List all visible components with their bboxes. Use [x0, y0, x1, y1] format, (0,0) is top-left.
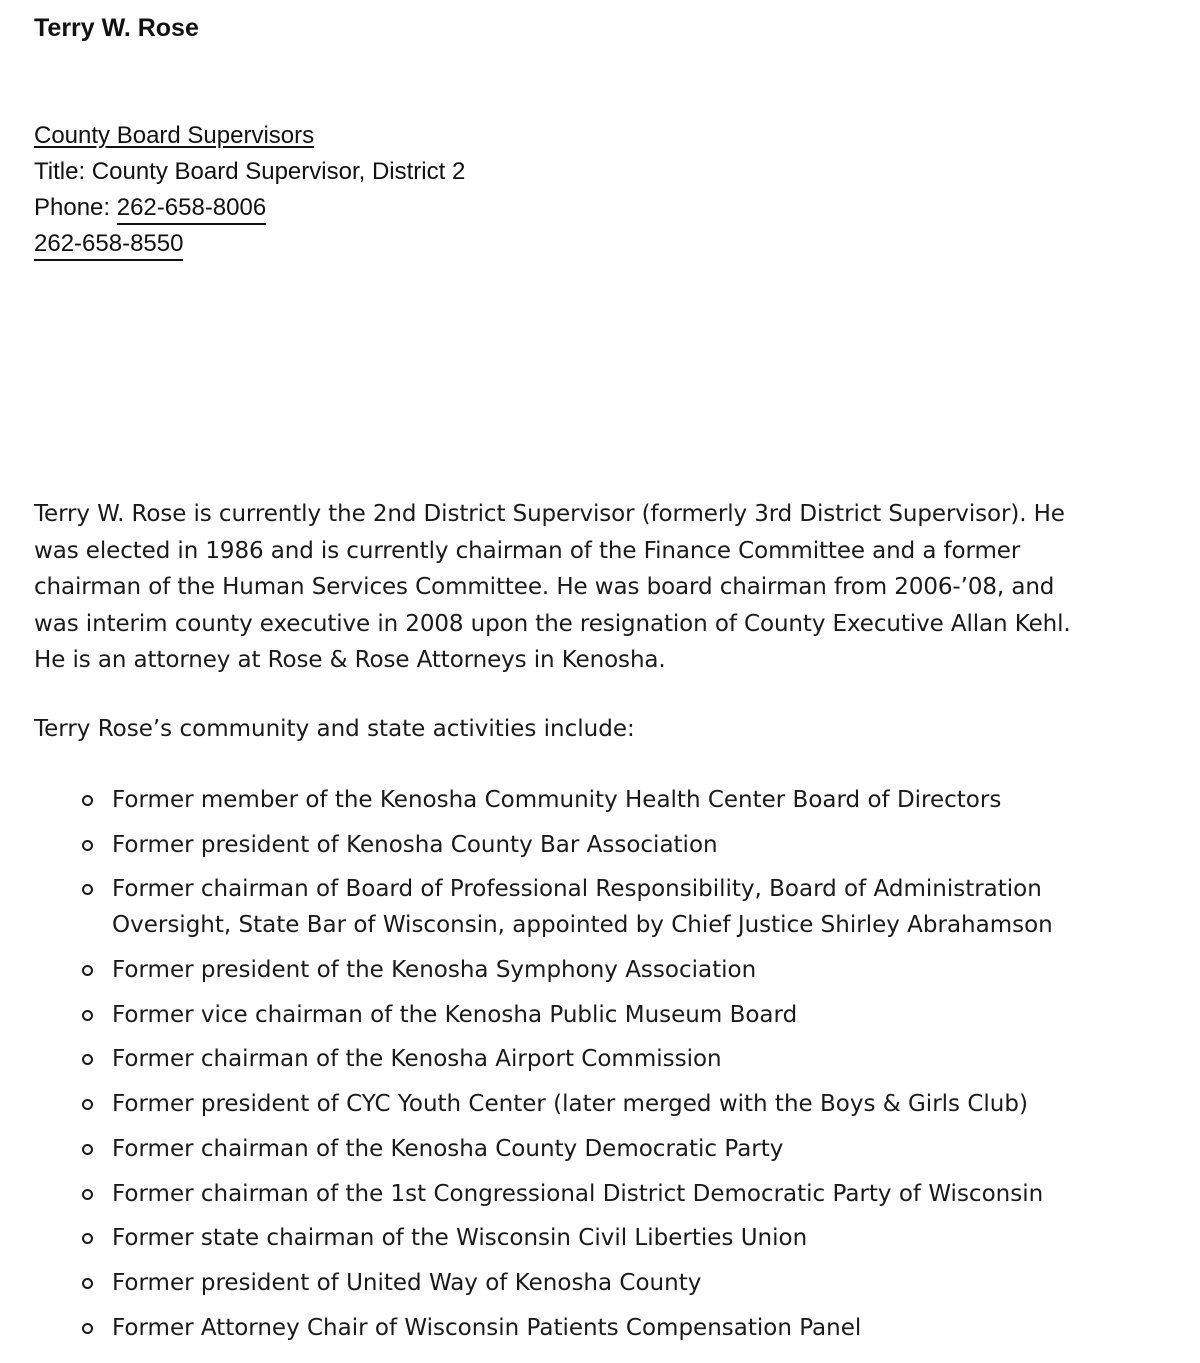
bullet-icon: [82, 795, 93, 806]
bullet-icon: [82, 1010, 93, 1021]
department-line: [34, 118, 465, 154]
list-item: [80, 782, 1180, 818]
bullet-icon: [82, 1189, 93, 1200]
bullet-icon: [82, 1144, 93, 1155]
list-item-text: Former president of Kenosha County Bar Association: [112, 831, 718, 858]
activities-intro: Terry Rose’s community and state activities include:: [34, 716, 635, 742]
bullet-icon: [82, 884, 93, 895]
list-item-text: Former president of CYC Youth Center (later merged with the Boys & Girls Club): [112, 1091, 1028, 1118]
phone-line: [34, 190, 465, 226]
list-item-text: Former president of United Way of Kenosha County: [112, 1269, 702, 1296]
list-item: [80, 871, 1180, 943]
bullet-icon: [82, 1233, 93, 1244]
list-item: [80, 1041, 1180, 1077]
person-name: Terry W. Rose: [34, 14, 199, 42]
list-item: [80, 1310, 1180, 1346]
list-item: [80, 997, 1180, 1033]
list-item: [80, 1131, 1180, 1167]
list-item-text: Former state chairman of the Wisconsin Civil Liberties Union: [112, 1225, 808, 1252]
list-item-text: Former Attorney Chair of Wisconsin Patients Compensation Panel: [112, 1314, 862, 1341]
bio-line: chairman of the Human Services Committee. He was board chairman from 2006-’08, and: [34, 574, 1055, 600]
list-item-text: Former chairman of Board of Professional Responsibility, Board of Administration: [112, 876, 1042, 903]
title-label: Title:: [34, 158, 92, 185]
phone-label: Phone:: [34, 194, 117, 221]
title-value: County Board Supervisor, District 2: [91, 158, 466, 185]
biography-paragraph: [34, 496, 1174, 679]
list-item: [80, 1176, 1180, 1212]
list-item-text: Former vice chairman of the Kenosha Public Museum Board: [112, 1001, 798, 1028]
bio-line: He is an attorney at Rose & Rose Attorneys in Kenosha.: [34, 647, 666, 673]
list-item: [80, 827, 1180, 863]
bullet-icon: [82, 1054, 93, 1065]
phone-link-secondary[interactable]: 262-658-8550: [34, 230, 183, 261]
bio-line: Terry W. Rose is currently the 2nd District Supervisor (formerly 3rd District Supervisor). He: [34, 501, 1065, 527]
title-line: [34, 154, 465, 190]
phone-line-secondary: [34, 226, 465, 262]
list-item: [80, 1265, 1180, 1301]
bio-line: was interim county executive in 2008 upon the resignation of County Executive Allan Kehl.: [34, 610, 1071, 637]
list-item: [80, 1220, 1180, 1256]
bullet-icon: [82, 1323, 93, 1334]
bullet-icon: [82, 965, 93, 976]
list-item-text-continuation: Oversight, State Bar of Wisconsin, appointed by Chief Justice Shirley Abrahamson: [112, 912, 1053, 939]
list-item-text: Former president of the Kenosha Symphony Association: [112, 957, 757, 984]
bullet-icon: [82, 840, 93, 851]
activities-list: [80, 782, 1180, 1354]
bio-line: was elected in 1986 and is currently chairman of the Finance Committee and a former: [34, 537, 1021, 564]
list-item: [80, 952, 1180, 988]
bullet-icon: [82, 1278, 93, 1289]
list-item: [80, 1086, 1180, 1122]
list-item-text: Former chairman of the Kenosha County Democratic Party: [112, 1135, 784, 1162]
phone-link-primary[interactable]: 262-658-8006: [117, 194, 266, 225]
list-item-text: Former chairman of the 1st Congressional District Democratic Party of Wisconsin: [112, 1180, 1044, 1207]
list-item-text: Former member of the Kenosha Community Health Center Board of Directors: [112, 787, 1002, 813]
county-board-supervisors-link[interactable]: County Board Supervisors: [34, 122, 315, 149]
bullet-icon: [82, 1099, 93, 1110]
contact-block: [34, 118, 465, 262]
list-item-text: Former chairman of the Kenosha Airport Commission: [112, 1046, 722, 1073]
